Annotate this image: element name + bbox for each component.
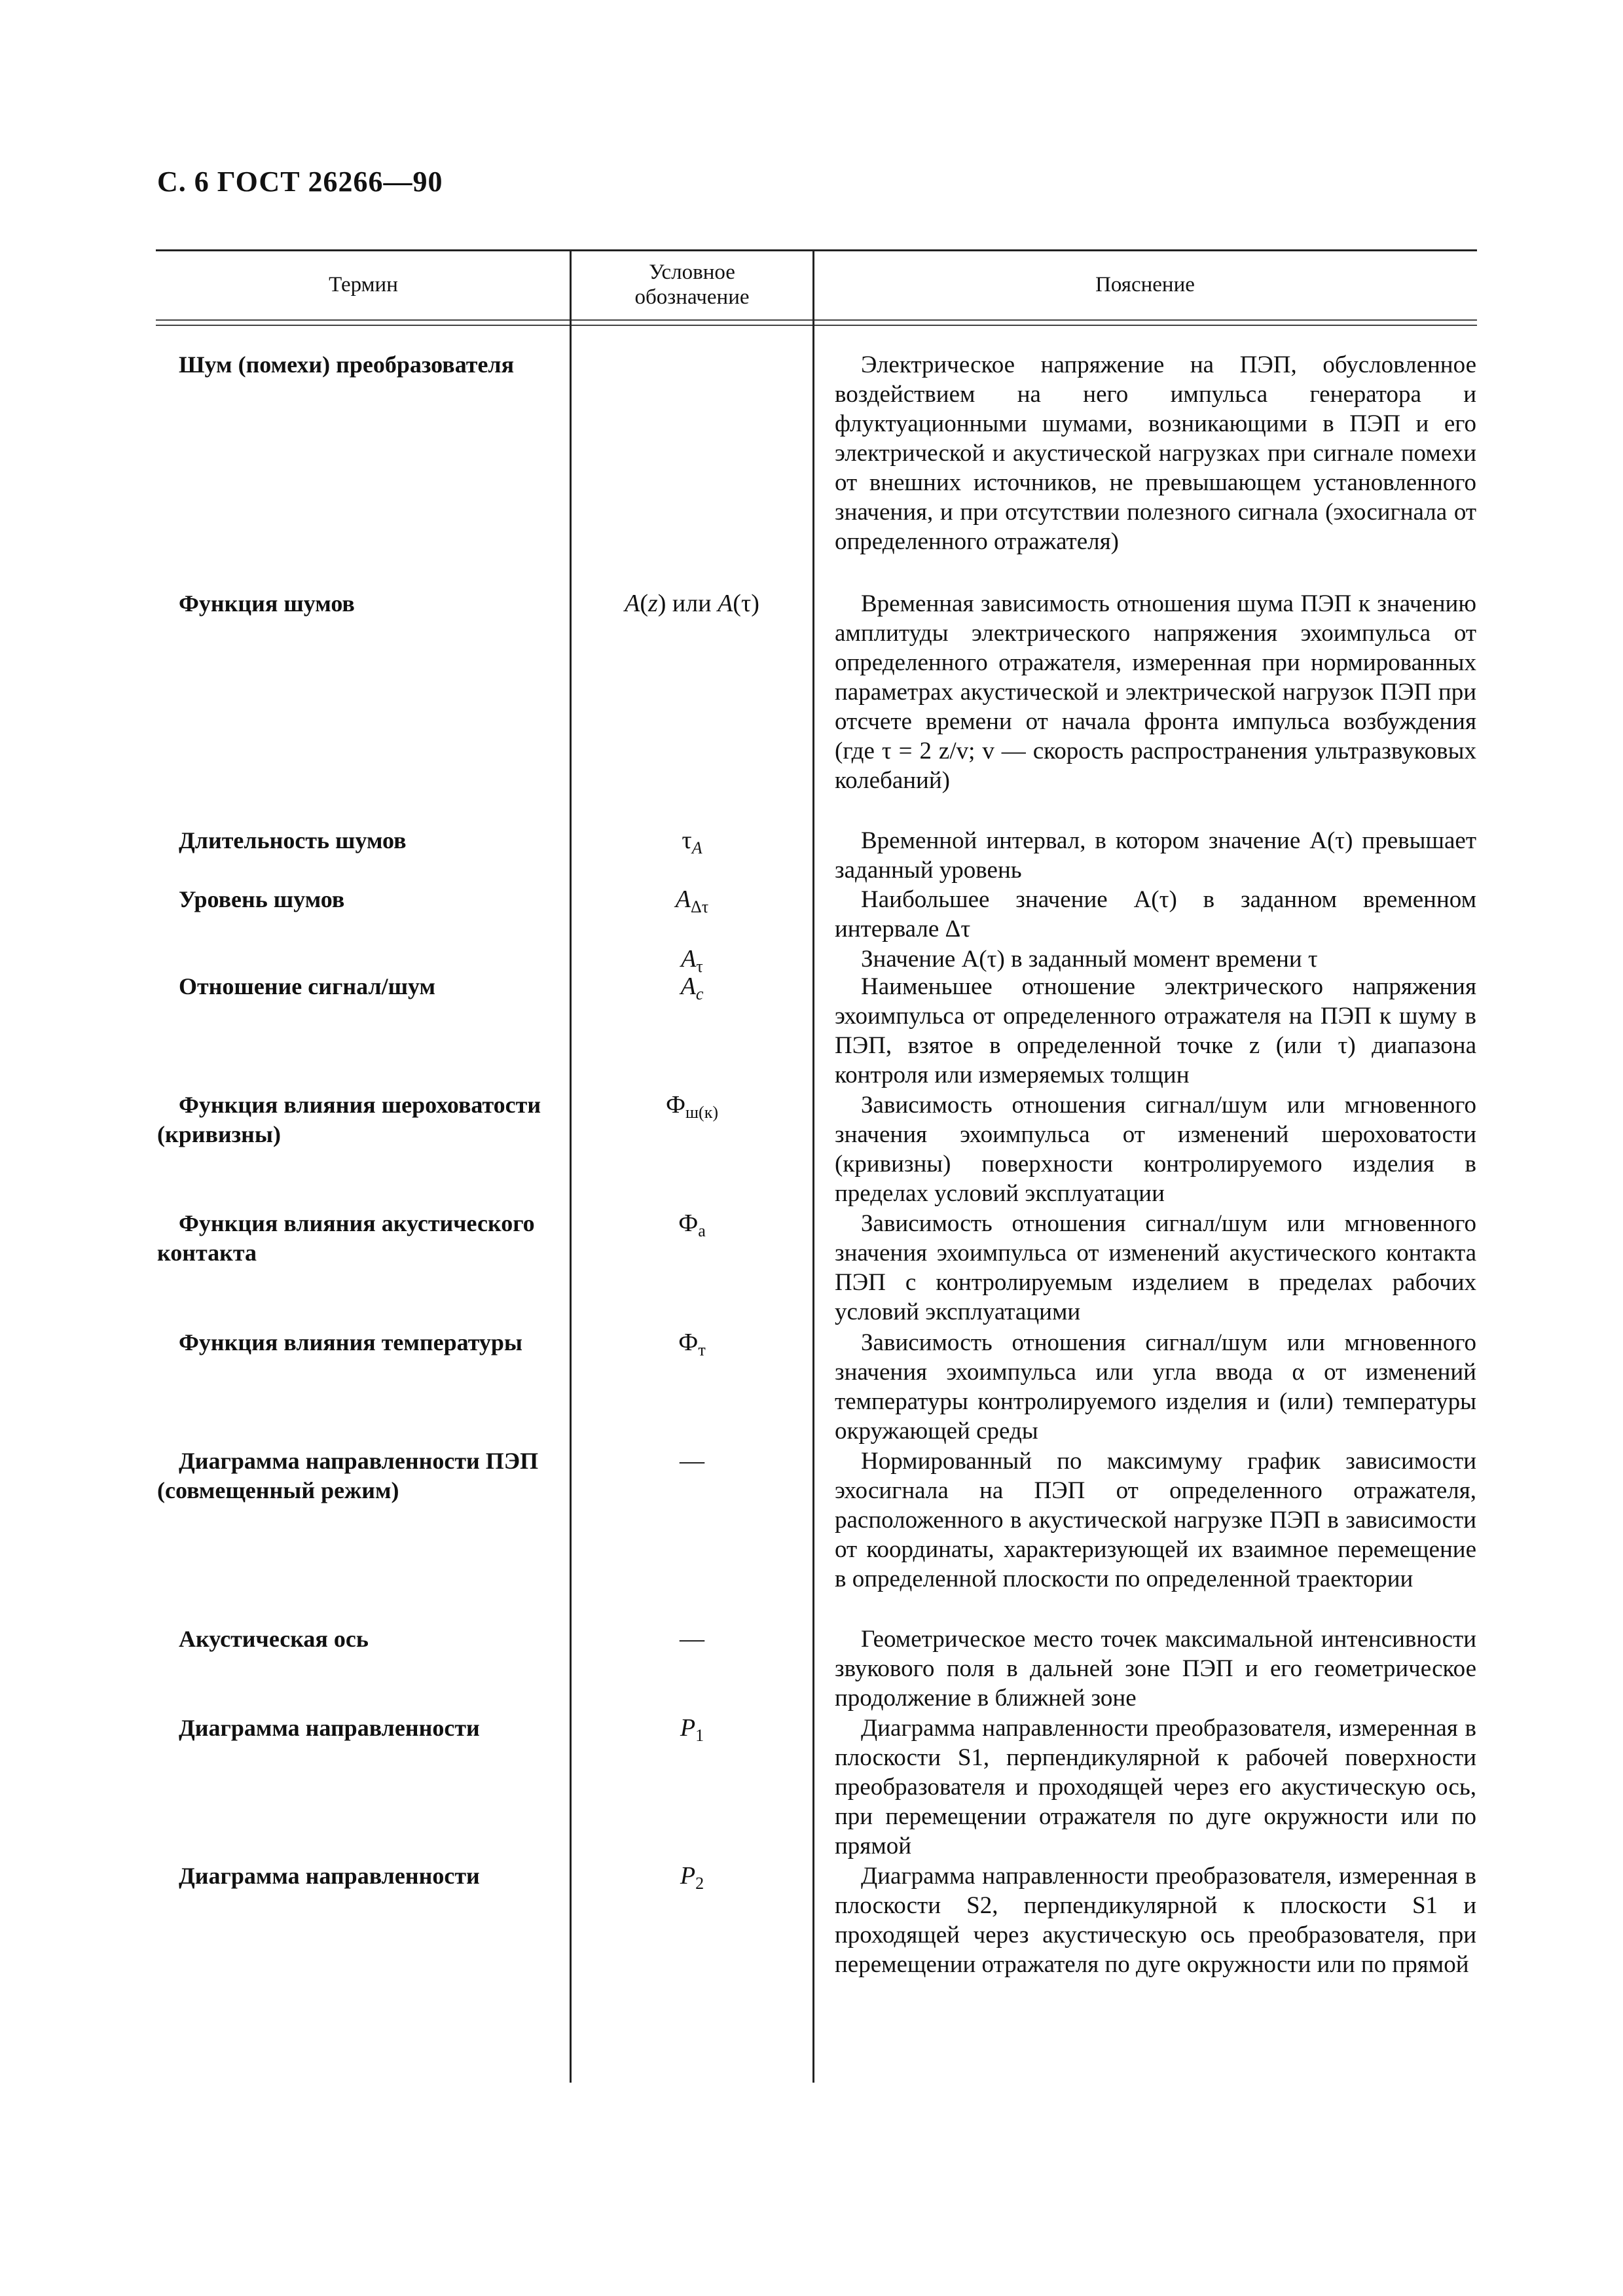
term-cell: Уровень шумов [179,886,345,912]
symbol-cell: $P_2$ [680,1862,704,1893]
explanation-cell: Нормированный по максимуму график зависимости эхосигнала на ПЭП от определенного отражателя, расположенного в акустической нагрузке ПЭП в зависимости от координаты, характеризующей их взаимное перемещение в определенной плоскости по определенной траектории [835,1448,1476,1592]
explanation-cell: Зависимость отношения сигнал/шум или мгновенного значения эхоимпульса от изменений шероховатости (кривизны) поверхности контролируемого изделия в пределах условий эксплуатации [835,1092,1476,1207]
explanation-cell: Временная зависимость отношения шума ПЭП к значению амплитуды электрического напряжения эхоимпульса от определенного отражателя, измеренная при нормированных параметрах акустической и электрической нагрузок ПЭП при отсчете времени от начала фронта импульса возбуждения (где τ = 2 z/v; v — скорость распространения ультразвуковых колебаний) [835,590,1476,794]
column-header-term: Термин [329,273,398,296]
term-cell: Отношение сигнал/шум [179,973,436,999]
term-cell: Шум (помехи) преобразователя [179,351,515,378]
explanation-cell: Зависимость отношения сигнал/шум или мгновенного значения эхоимпульса от изменений акустического контакта ПЭП с контролируемым изделием в пределах рабочих условий эксплуатацими [835,1210,1476,1325]
explanation-cell: Зависимость отношения сигнал/шум или мгновенного значения эхоимпульса или угла ввода α от изменений температуры контролируемого изделия и (или) температуры окружающей среды [835,1329,1476,1444]
column-divider [570,249,572,2083]
symbol-cell: $Ф_т$ [678,1329,706,1359]
column-header-explanation: Пояснение [1095,273,1195,296]
term-cell: Диаграмма направленности [179,1715,480,1741]
explanation-cell: Диаграмма направленности преобразователя, измеренная в плоскости S1, перпендикулярной к рабочей поверхности преобразователя и проходящей через его акустическую ось, при перемещении отражателя по дуге окружности или по прямой [835,1715,1476,1859]
symbol-cell: $\tau_A$ [682,827,702,857]
symbol-cell: $A_\tau$ [681,945,703,976]
term-cell: Акустическая ось [179,1626,369,1652]
explanation-cell: Наименьшее отношение электрического напряжения эхоимпульса от определенного отражателя на ПЭП к шуму в ПЭП, взятое в определенной точке z (или τ) диапазона контроля или измеряемых толщин [835,973,1476,1088]
symbol-cell: $Ф_а$ [678,1210,706,1240]
explanation-cell: Наибольшее значение A(τ) в заданном временном интервале Δτ [835,886,1476,942]
symbol-cell: — [680,1447,704,1475]
column-divider [812,249,814,2083]
explanation-cell: Геометрическое место точек максимальной интенсивности звукового поля в дальней зоне ПЭП и его геометрическое продолжение в ближней зоне [835,1626,1476,1712]
symbol-cell: A(z) или A(τ) [625,590,759,617]
symbol-cell: $P_1$ [680,1714,704,1745]
explanation-cell: Временной интервал, в котором значение A(τ) превышает заданный уровень [835,827,1476,884]
column-header-symbol-text: Условное обозначение [634,260,750,309]
symbol-cell: $A_c$ [680,973,704,1003]
symbol-cell: — [680,1625,704,1653]
header-rule-double [156,325,1477,326]
term-cell: Диаграмма направленности [179,1863,480,1889]
explanation-cell: Электрическое напряжение на ПЭП, обусловленное воздействием на него импульса генератора и флуктуационными шумами, возникающими в ПЭП и его электрической и акустической нагрузках при сигнале помехи от внешних источников, не превышающем установленного значения, и при отсутствии полезного сигнала (эхосигнала от определенного отражателя) [835,351,1476,555]
explanation-cell: Значение A(τ) в заданный момент времени τ [861,946,1318,973]
page-header: С. 6 ГОСТ 26266—90 [157,166,443,198]
column-header-symbol [572,249,812,320]
term-cell: Функция влияния акустического контакта [157,1210,535,1266]
term-cell: Функция шумов [179,590,355,617]
explanation-cell: Диаграмма направленности преобразователя, измеренная в плоскости S2, перпендикулярной к плоскости S1 и проходящей через акустическую ось преобразователя, при перемещении отражателя по дуге окружности или по прямой [835,1863,1476,1978]
term-cell: Диаграмма направленности ПЭП (совмещенный режим) [157,1448,539,1503]
term-cell: Длительность шумов [179,827,407,853]
term-cell: Функция влияния шероховатости (кривизны) [157,1092,541,1147]
term-cell: Функция влияния температуры [179,1329,523,1355]
symbol-cell: $A_{\Delta\tau}$ [675,886,709,916]
symbol-cell: $Ф_{ш(к)}$ [666,1091,718,1122]
